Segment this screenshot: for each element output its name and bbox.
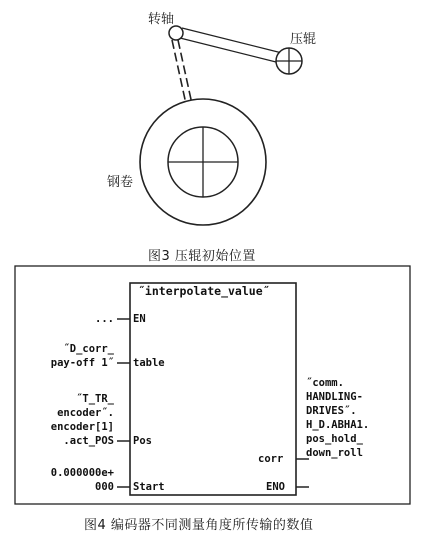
input-pos-value bbox=[51, 392, 114, 448]
figure4-caption: 图4 编码器不同测量角度所传输的数值 bbox=[84, 518, 314, 533]
figure3-caption: 图3 压辊初始位置 bbox=[148, 249, 256, 264]
input-start-value bbox=[51, 466, 114, 494]
pin-pos: Pos bbox=[133, 435, 152, 447]
pin-eno: ENO bbox=[266, 481, 285, 493]
pin-corr: corr bbox=[258, 453, 284, 465]
output-corr-line: down_roll bbox=[306, 447, 363, 459]
press-roll-label: 压辊 bbox=[290, 32, 317, 47]
input-pos-line: ˝T_TR_ bbox=[76, 393, 114, 405]
output-corr-line: H_D.ABHA1. bbox=[306, 419, 370, 431]
output-corr-line: ˝comm. bbox=[306, 377, 344, 389]
output-corr-line: HANDLING- bbox=[306, 391, 363, 403]
input-table-line: pay-off 1˝ bbox=[50, 357, 114, 369]
coil-label: 钢卷 bbox=[107, 175, 134, 190]
block-title: ˝interpolate_value˝ bbox=[138, 284, 270, 298]
pin-en: EN bbox=[133, 313, 146, 325]
input-pos-line: encoder[1] bbox=[50, 421, 114, 433]
input-start-line: 000 bbox=[95, 481, 114, 493]
output-corr-value bbox=[306, 376, 369, 460]
output-corr-line: DRIVES˝. bbox=[306, 405, 357, 417]
input-pos-line: .act_POS bbox=[63, 435, 114, 447]
input-en-value: ... bbox=[95, 313, 114, 325]
pin-table: table bbox=[133, 357, 165, 369]
input-start-line: 0.000000e+ bbox=[50, 467, 114, 479]
input-table-value bbox=[51, 342, 114, 370]
output-corr-line: pos_hold_ bbox=[306, 433, 363, 445]
pin-start: Start bbox=[133, 481, 165, 493]
input-table-line: ˝D_corr_ bbox=[63, 343, 114, 355]
input-pos-line: encoder˝. bbox=[57, 407, 114, 419]
pivot-label: 转轴 bbox=[148, 12, 175, 27]
